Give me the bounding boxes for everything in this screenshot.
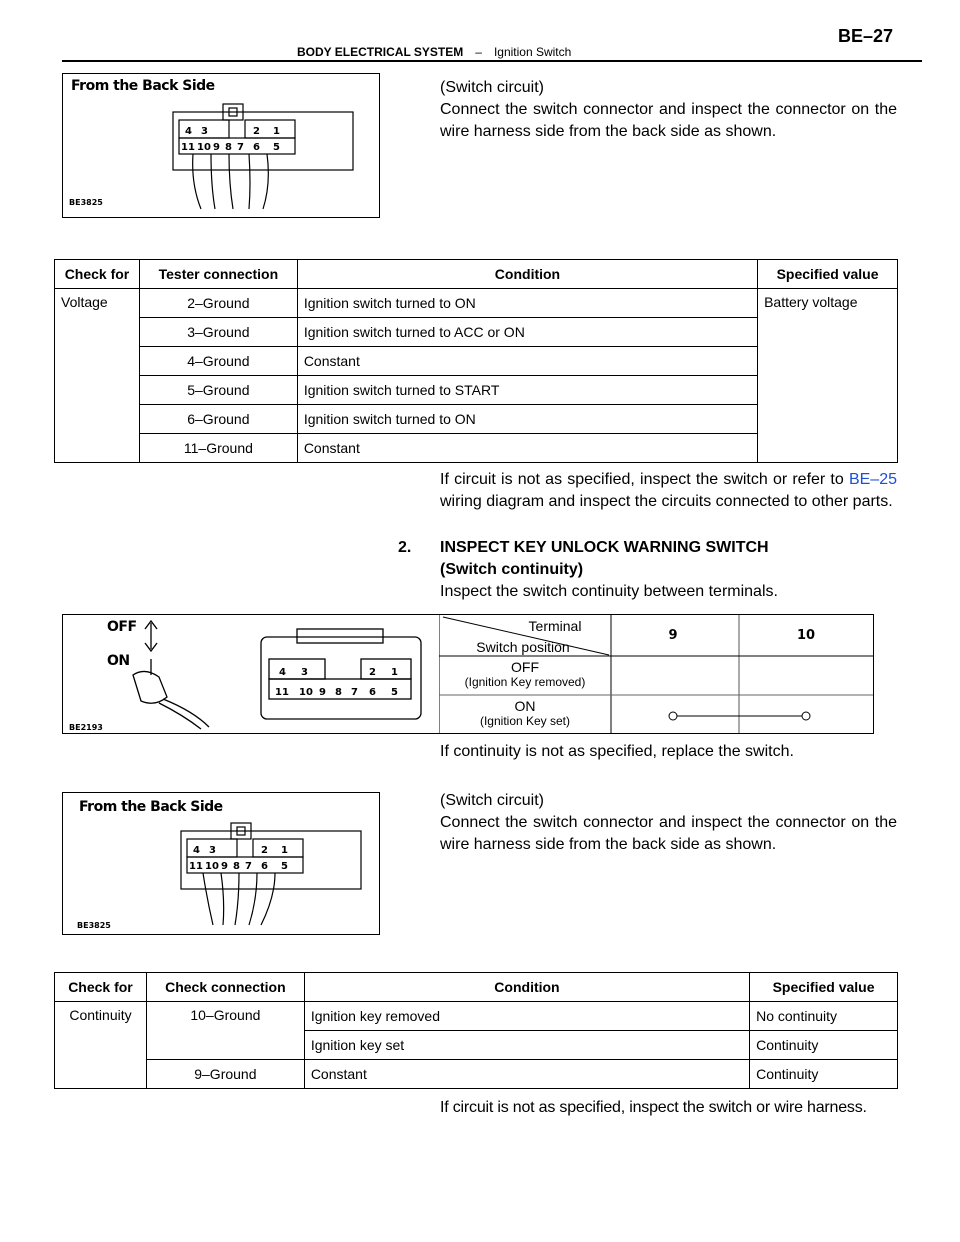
svg-text:8: 8 — [233, 861, 240, 872]
figure-code: BE3825 — [77, 921, 111, 930]
svg-text:8: 8 — [335, 687, 342, 698]
svg-text:10: 10 — [205, 861, 219, 872]
switch-circuit-body: Connect the switch connector and inspect the connector on the wire harness side from the back side as shown. — [440, 101, 897, 140]
wiring-diagram-link[interactable]: BE–25 — [848, 471, 897, 488]
svg-text:1: 1 — [281, 845, 288, 856]
note-inspect-harness: If circuit is not as specified, inspect the switch or wire harness. — [440, 1099, 867, 1116]
switch-circuit-title: (Switch circuit) — [440, 79, 545, 96]
col-check-for: Check for — [55, 973, 147, 1002]
note-replace-switch: If continuity is not as specified, replace the switch. — [440, 743, 794, 760]
specified-value-cell: Battery voltage — [758, 289, 898, 463]
svg-text:8: 8 — [225, 142, 232, 153]
on-row-label — [439, 698, 611, 728]
svg-text:1: 1 — [273, 126, 280, 137]
svg-text:4: 4 — [279, 667, 286, 678]
connection-cell: 5–Ground — [139, 376, 297, 405]
svg-text:3: 3 — [201, 126, 208, 137]
condition-cell: Ignition switch turned to ON — [297, 289, 757, 318]
svg-text:7: 7 — [237, 142, 244, 153]
specified-value-cell: Continuity — [750, 1060, 898, 1089]
table-header-row — [55, 260, 898, 289]
connection-cell: 9–Ground — [146, 1060, 304, 1089]
col-specified-value: Specified value — [750, 973, 898, 1002]
svg-text:9: 9 — [213, 142, 220, 153]
off-row-label — [439, 659, 611, 689]
figure-caption: From the Back Side — [71, 78, 215, 94]
step-title: INSPECT KEY UNLOCK WARNING SWITCH — [440, 539, 769, 556]
terminal-10-label: 10 — [796, 628, 816, 643]
page-number: BE–27 — [838, 26, 894, 46]
row-on-sub: (Ignition Key set) — [479, 714, 571, 728]
header-separator: – — [475, 45, 482, 59]
svg-text:10: 10 — [197, 142, 211, 153]
svg-text:4: 4 — [185, 126, 192, 137]
svg-text:9: 9 — [221, 861, 228, 872]
running-header — [297, 45, 571, 59]
svg-text:2: 2 — [261, 845, 268, 856]
svg-text:5: 5 — [281, 861, 288, 872]
check-for-cell: Continuity — [55, 1002, 147, 1089]
subsection-title: Ignition Switch — [493, 45, 572, 59]
specified-value-cell: No continuity — [750, 1002, 898, 1031]
step-body: Inspect the switch continuity between terminals. — [440, 583, 778, 600]
step-2-section — [440, 537, 897, 603]
svg-text:7: 7 — [245, 861, 252, 872]
svg-text:6: 6 — [369, 687, 376, 698]
svg-text:2: 2 — [369, 667, 376, 678]
condition-cell: Ignition key set — [304, 1031, 749, 1060]
continuity-spec-table — [54, 972, 898, 1089]
note-text: If circuit is not as specified, inspect the switch or refer to — [440, 471, 849, 488]
table-row — [55, 1002, 898, 1031]
col-check-for: Check for — [55, 260, 140, 289]
condition-cell: Ignition switch turned to ON — [297, 405, 757, 434]
check-for-cell: Voltage — [55, 289, 140, 463]
svg-text:3: 3 — [301, 667, 308, 678]
connection-cell: 6–Ground — [139, 405, 297, 434]
step-subtitle: (Switch continuity) — [440, 561, 584, 578]
condition-cell: Constant — [297, 347, 757, 376]
svg-text:11: 11 — [181, 142, 195, 153]
connection-cell: 2–Ground — [139, 289, 297, 318]
switch-circuit-section-2 — [440, 790, 897, 856]
off-label: OFF — [107, 619, 137, 635]
svg-text:4: 4 — [193, 845, 200, 856]
figure-code: BE2193 — [69, 723, 103, 732]
step-number: 2. — [398, 539, 412, 556]
section-title: BODY ELECTRICAL SYSTEM — [297, 45, 464, 59]
switch-circuit-section-1 — [440, 77, 897, 143]
svg-text:11: 11 — [189, 861, 203, 872]
note-inspect-circuits — [440, 469, 897, 513]
condition-cell: Constant — [297, 434, 757, 463]
table-row — [55, 289, 898, 318]
figure-caption: From the Back Side — [79, 799, 223, 815]
svg-text:2: 2 — [253, 126, 260, 137]
condition-cell: Constant — [304, 1060, 749, 1089]
col-specified-value: Specified value — [758, 260, 898, 289]
note-text: wiring diagram and inspect the circuits connected to other parts. — [440, 493, 893, 510]
col-tester-connection: Tester connection — [139, 260, 297, 289]
condition-cell: Ignition switch turned to START — [297, 376, 757, 405]
specified-value-cell: Continuity — [750, 1031, 898, 1060]
condition-cell: Ignition switch turned to ACC or ON — [297, 318, 757, 347]
svg-text:9: 9 — [319, 687, 326, 698]
svg-text:1: 1 — [391, 667, 398, 678]
table-header-row — [55, 973, 898, 1002]
row-off-sub: (Ignition Key removed) — [464, 675, 586, 689]
connector-figure-1 — [62, 73, 380, 218]
switch-circuit-body: Connect the switch connector and inspect the connector on the wire harness side from the back side as shown. — [440, 814, 897, 853]
row-off-title: OFF — [511, 659, 539, 675]
connector-diagram — [63, 793, 378, 933]
figure-code: BE3825 — [69, 198, 103, 207]
connection-cell: 10–Ground — [146, 1002, 304, 1060]
connector-figure-2 — [62, 792, 380, 935]
svg-text:5: 5 — [391, 687, 398, 698]
svg-text:3: 3 — [209, 845, 216, 856]
switch-and-connector-drawing — [63, 615, 439, 733]
connection-cell: 4–Ground — [139, 347, 297, 376]
svg-text:11: 11 — [275, 687, 289, 698]
table-row — [55, 1060, 898, 1089]
connection-cell: 3–Ground — [139, 318, 297, 347]
switch-position-header: Switch position — [476, 639, 570, 655]
switch-circuit-title: (Switch circuit) — [440, 792, 545, 809]
svg-text:10: 10 — [299, 687, 313, 698]
col-condition: Condition — [304, 973, 749, 1002]
terminal-header: Terminal — [528, 618, 582, 634]
connection-cell: 11–Ground — [139, 434, 297, 463]
col-check-connection: Check connection — [146, 973, 304, 1002]
terminal-9-label: 9 — [668, 628, 678, 643]
on-label: ON — [107, 653, 130, 669]
voltage-spec-table — [54, 259, 898, 463]
svg-text:7: 7 — [351, 687, 358, 698]
connector-diagram — [63, 74, 378, 216]
header-rule — [62, 60, 922, 62]
condition-cell: Ignition key removed — [304, 1002, 749, 1031]
svg-text:6: 6 — [261, 861, 268, 872]
continuity-figure — [62, 614, 874, 734]
svg-text:5: 5 — [273, 142, 280, 153]
svg-text:6: 6 — [253, 142, 260, 153]
row-on-title: ON — [514, 698, 536, 714]
col-condition: Condition — [297, 260, 757, 289]
